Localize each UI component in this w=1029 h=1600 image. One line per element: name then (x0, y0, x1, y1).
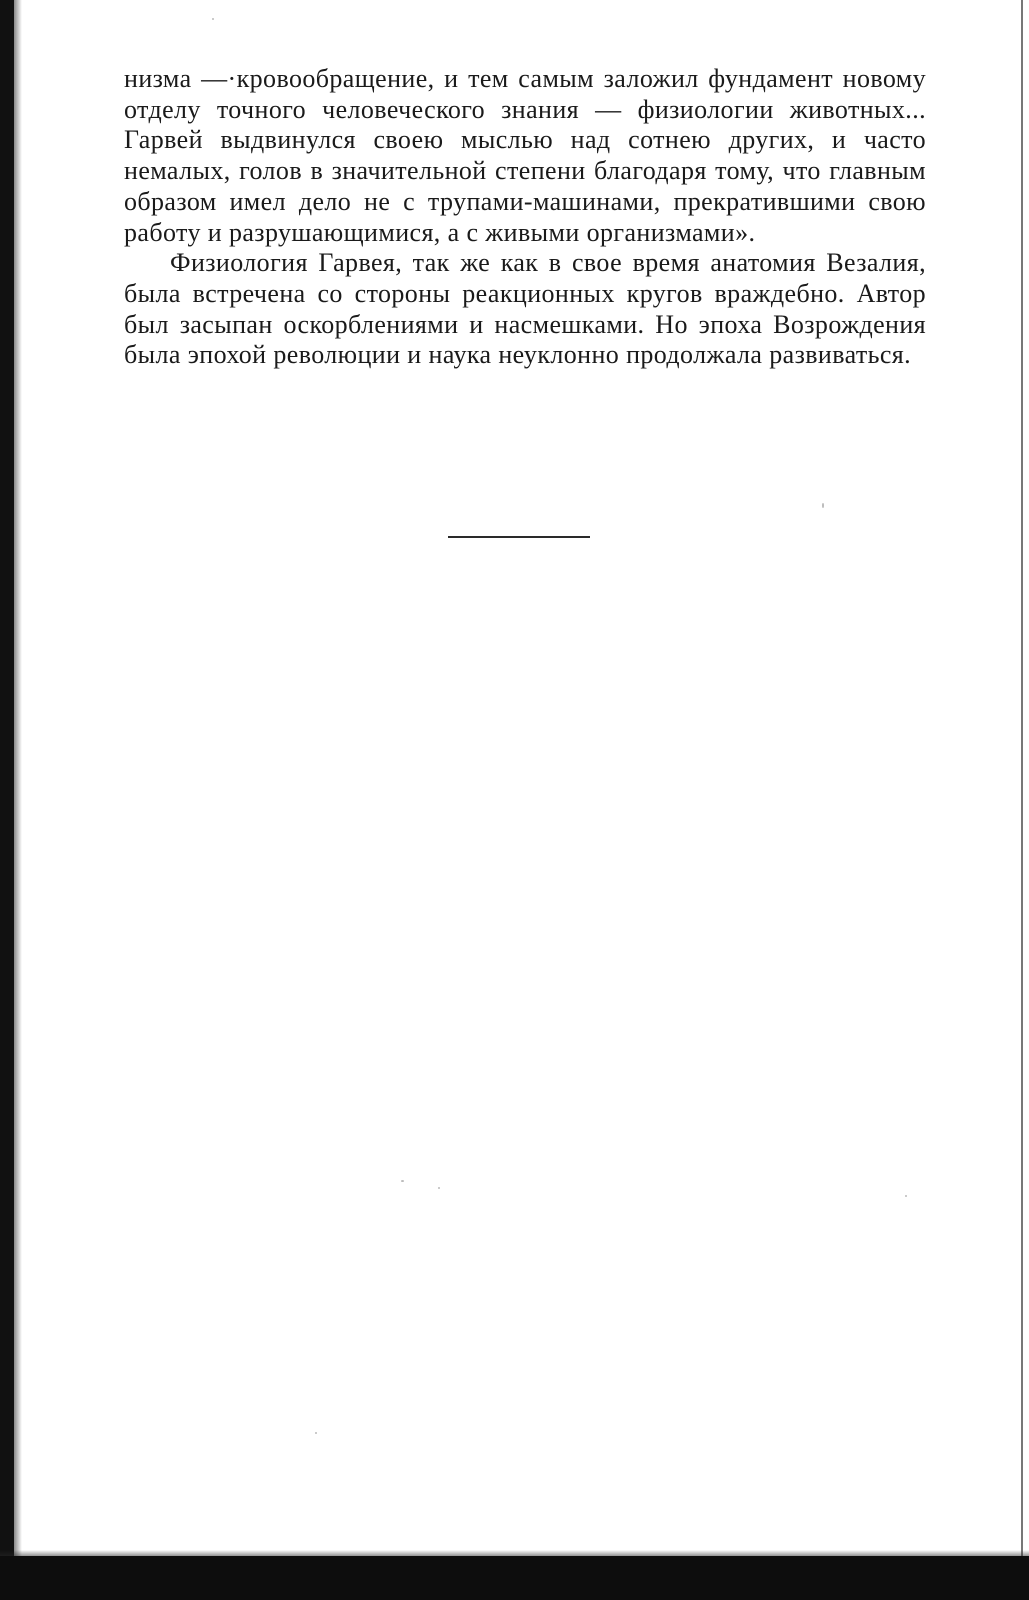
scan-speck (315, 1432, 317, 1434)
paragraph-harvey-physiology: Физиология Гарвея, так же как в свое время анатомия Везалия, была встречена со стороны реакционных кругов враждебно. Автор был засыпан оскорблениями и насмешками. Но эпоха Возрождения была эпохой революции и наука неуклонно продолжала развиваться. (124, 248, 926, 370)
scan-binding-shadow (14, 0, 22, 1600)
paragraph-continued: низма —·кровообращение, и тем самым заложил фундамент новому отделу точного человеческого знания — физиологии животных... Гарвей выдвинулся своею мыслью над сотнею других, и часто немалых, голов в значительной степени благодаря тому, что главным образом имел дело не с трупами-машинами, прекратившими свою работу и разрушающимися, а с живыми организмами». (124, 64, 926, 247)
scan-speck (905, 1195, 907, 1197)
scan-binding-edge (0, 0, 14, 1600)
scan-speck (401, 1180, 404, 1182)
scan-speck (212, 18, 214, 20)
scan-speck (822, 503, 824, 508)
scan-bottom-edge (0, 1556, 1029, 1600)
scan-speck (438, 1187, 440, 1189)
scan-right-edge (1021, 0, 1023, 1556)
book-page-text (124, 64, 926, 371)
section-end-rule (448, 536, 590, 538)
